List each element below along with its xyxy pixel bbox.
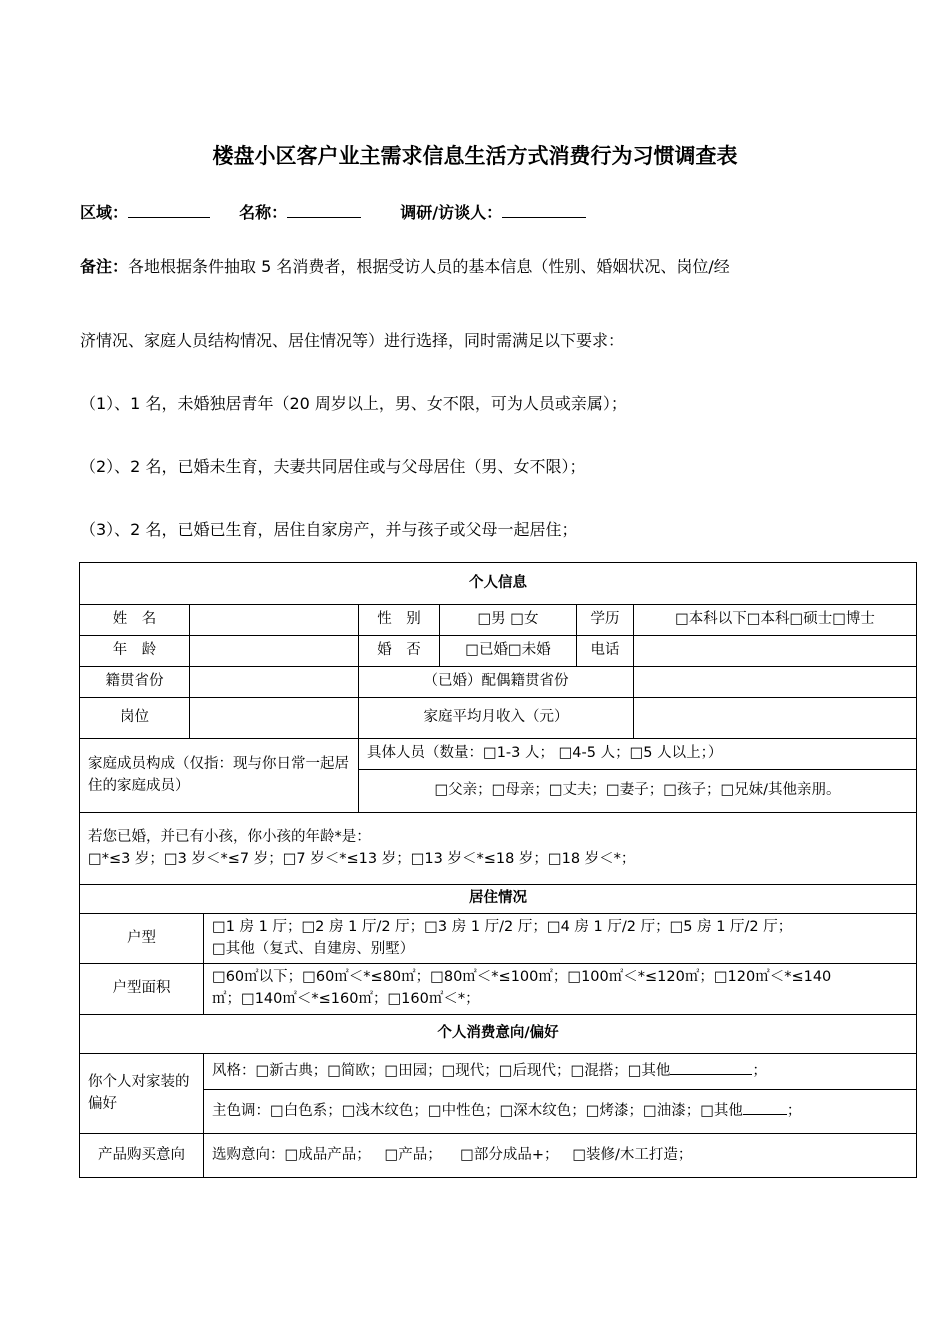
decor-preference-label: 你个人对家装的偏好: [80, 1054, 204, 1134]
area-options-line-1: □60㎡以下；□60㎡＜*≤80㎡；□80㎡＜*≤100㎡；□100㎡＜*≤120㎡；□120㎡＜*≤140: [212, 969, 832, 986]
age-field[interactable]: [190, 636, 359, 667]
area-label: 户型面积: [80, 964, 204, 1015]
style-options-text: 风格：□新古典；□简欧；□田园；□现代；□后现代；□混搭；□其他: [212, 1062, 671, 1079]
post-field[interactable]: [190, 698, 359, 739]
interviewer-blank[interactable]: [502, 203, 586, 218]
name-blank[interactable]: [287, 203, 361, 218]
requirement-1: （1）、1 名，未婚独居青年（20 周岁以上，男、女不限，可为人员或亲属）；: [80, 394, 627, 413]
color-options-text: 主色调：□白色系；□浅木纹色；□中性色；□深木纹色；□烤漆；□油漆；□其他: [212, 1102, 743, 1119]
survey-table: [79, 562, 917, 1178]
gender-label: 性 别: [359, 605, 440, 636]
note-line-1: [80, 254, 730, 277]
marital-label: 婚 否: [359, 636, 440, 667]
child-age-cell: [80, 813, 917, 885]
interviewer-label: 调研/访谈人：: [400, 203, 503, 222]
note-line-2: 济情况、家庭人员结构情况、居住情况等）进行选择，同时需满足以下要求：: [80, 331, 625, 350]
section-living: 居住情况: [80, 885, 917, 914]
layout-label: 户型: [80, 914, 204, 964]
region-blank[interactable]: [128, 203, 210, 218]
color-options-end: ；: [786, 1102, 802, 1119]
color-options[interactable]: [204, 1090, 917, 1134]
post-label: 岗位: [80, 698, 190, 739]
child-age-options[interactable]: □*≤3 岁；□3 岁＜*≤7 岁；□7 岁＜*≤13 岁；□13 岁＜*≤18 岁；□18 岁＜*；: [88, 850, 636, 867]
marital-options[interactable]: □已婚□未婚: [440, 636, 577, 667]
layout-options-line-1: □1 房 1 厅；□2 房 1 厅/2 厅；□3 房 1 厅/2 厅；□4 房 1 厅/2 厅；□5 房 1 厅/2 厅；: [212, 918, 793, 935]
name-label: 姓 名: [80, 605, 190, 636]
style-other-blank[interactable]: [670, 1062, 752, 1075]
native-province-label: 籍贯省份: [80, 667, 190, 698]
age-label: 年 龄: [80, 636, 190, 667]
header-fields: [80, 200, 586, 223]
family-count-options[interactable]: 具体人员（数量：□1-3 人； □4-5 人；□5 人以上；）: [359, 739, 917, 770]
name-field[interactable]: [190, 605, 359, 636]
color-other-blank[interactable]: [743, 1102, 787, 1115]
section-preference: 个人消费意向/偏好: [80, 1015, 917, 1054]
area-options-line-2: ㎡；□140㎡＜*≤160㎡；□160㎡＜*；: [212, 991, 480, 1007]
layout-options[interactable]: [204, 914, 917, 964]
requirement-2: （2）、2 名，已婚未生育，夫妻共同居住或与父母居住（男、女不限）；: [80, 457, 586, 476]
page-title: 楼盘小区客户业主需求信息生活方式消费行为习惯调查表: [212, 144, 738, 168]
family-composition-label: 家庭成员构成（仅指：现与你日常一起居住的家庭成员）: [80, 739, 359, 813]
area-options[interactable]: [204, 964, 917, 1015]
spouse-native-field[interactable]: [634, 667, 917, 698]
income-field[interactable]: [634, 698, 917, 739]
education-label: 学历: [577, 605, 634, 636]
income-label: 家庭平均月收入（元）: [359, 698, 634, 739]
note-label: 备注：: [80, 257, 129, 276]
family-member-options[interactable]: □父亲；□母亲；□丈夫；□妻子；□孩子；□兄妹/其他亲朋。: [359, 770, 917, 813]
style-options-end: ；: [752, 1062, 767, 1079]
phone-label: 电话: [577, 636, 634, 667]
layout-options-line-2: □其他（复式、自建房、别墅）: [212, 940, 415, 957]
spouse-native-label: （已婚）配偶籍贯省份: [359, 667, 634, 698]
name-label: 名称：: [239, 203, 288, 222]
purchase-intent-options[interactable]: 选购意向：□成品产品； □产品； □部分成品+； □装修/木工打造；: [204, 1134, 917, 1178]
child-age-question: 若您已婚，并已有小孩，你小孩的年龄*是：: [88, 828, 371, 845]
phone-field[interactable]: [634, 636, 917, 667]
purchase-intent-label: 产品购买意向: [80, 1134, 204, 1178]
section-personal-info: 个人信息: [80, 563, 917, 605]
region-label: 区域：: [80, 203, 129, 222]
native-province-field[interactable]: [190, 667, 359, 698]
education-options[interactable]: □本科以下□本科□硕士□博士: [634, 605, 917, 636]
note-text-1: 各地根据条件抽取 5 名消费者，根据受访人员的基本信息（性别、婚姻状况、岗位/经: [128, 257, 730, 276]
gender-options[interactable]: □男 □女: [440, 605, 577, 636]
style-options[interactable]: [204, 1054, 917, 1090]
requirement-3: （3）、2 名，已婚已生育，居住自家房产，并与孩子或父母一起居住；: [80, 520, 578, 539]
